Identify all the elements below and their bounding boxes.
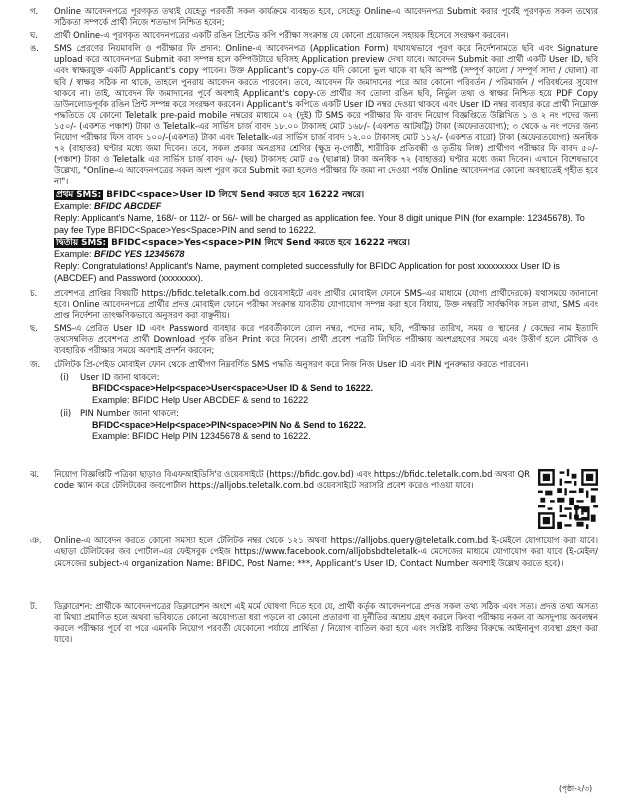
item-number: গ.: [30, 6, 39, 16]
recovery-title: PIN Number জানা থাকলে:: [80, 408, 179, 419]
recovery-number: (ii): [60, 408, 72, 419]
item-number: ঘ.: [30, 30, 38, 41]
item-text: SMS প্রেরণের নিয়মাবলি ও পরীক্ষার ফি প্রদান: Online-এ আবেদনপত্র (Application Form) যথাযথভাবে পূরণ করে নির্দেশনামতে ছবি এবং Signature upload করে আবেদনপত্র Submit করা সম্পন্ন হলে কম্পিউটারে ছবিসহ Application preview দেখা যাবে। আবেদন Submit করা প্রার্থী একটি User ID, ছবি এবং স্বাক্ষরযুক্ত একটি Applicant's copy পাবেন। উক্ত Applicant's copy-তে যদি কোনো ভুল থাকে বা ছবি অস্পষ্ট (সম্পূর্ণ কালো / সম্পূর্ণ সাদা / ঘোলা) বা ছবি / স্বাক্ষর সঠিক না থাকে, তাহলে পুনরায় আবেদন করতে পারবেন। তবে, আবেদন ফি জমাদানের পরে আর কোনো পরিবর্তন / পরিমার্জন / পরিবর্ধনের সুযোগ থাকবে না। তাই, আবেদন ফি জমাদানের পূর্বে অবশ্যই Applicant's copy-তে প্রার্থীর সব তোলা রঙিন ছবি, নির্ভুল তথ্য ও স্বাক্ষর নিশ্চিত হয়ে PDF Copy ডাউনলোডপূর্বক রঙিন প্রিন্ট সম্পন্ন করে সংরক্ষণ করবেন। Applicant's কপিতে একটি User ID নম্বর দেওয়া থাকবে এবং User ID নম্বর ব্যবহার করে প্রার্থী নিম্নোক্ত পদ্ধতিতে যে কোনো Teletalk pre-paid mobile নম্বরের মাধ্যমে ০২ (দুই) টি SMS করে পরীক্ষার ফি বাবদ নিয়োগ বিজ্ঞপ্তিতে উল্লিখিত ১ ও ২ নং পদের জন্য ১৫০/- (একশত পঞ্চাশ) টাকা ও Teletalk-এর সার্ভিস চার্জ বাবদ ১৮.০০ টাকাসহ মোট ১৬৮/- (একশত আটষট্টি) টাকা (অফেরতযোগ্য); ৩ থেকে ৬ নং পদের জন্য নিয়োগ পরীক্ষার ফিস বাবদ ১০০/-(একশত) টাকা এবং Teletalk-এর সার্ভিস চার্জ বাবদ ১২.০০ টাকাসহ মোট ১১২/- (একশত বারো) টাকা (অফেরতযোগ্য) অনধিক ৭২ (বাহাত্তর) ঘণ্টার মধ্যে জমা দিবেন। তবে, সকল প্রকার অনগ্রসর শ্রেণির (ক্ষুদ্র নৃ-গোষ্ঠী, শারীরিক প্রতিবন্ধী ও তৃতীয় লিঙ্গ) প্রার্থীগণ পরীক্ষার ফি বাবদ ৫০/- (পঞ্চাশ) টাকা ও Teletalk এর সার্ভিস চার্জ বাবদ ৬/- (ছয়) টাকাসহ মোট ৫৬ (ছাপ্পান্ন) টাকা অনধিক ৭২ (বাহাত্তর) ঘণ্টার মধ্যে জমা দিবেন। এখানে বিশেষভাবে উল্লেখ্য, "Online-এ আবেদনপত্রের সকল অংশ পূরণ করে Submit করা হলেও পরীক্ষার ফি জমা না দেওয়া পর্যন্ত Online আবেদনপত্র কোনো অবস্থাতেই গৃহীত হবে না"।: [54, 43, 598, 187]
item-number: জ.: [30, 358, 41, 369]
second-sms-example: [54, 249, 598, 261]
item-text: Online-এ আবেদন করতে কোনো সমস্যা হলে টেলিটক নম্বর থেকে ১২১ অথবা https://alljobs.query@teletalk.com.bd ই-মেইলে যোগাযোগ করা যাবে। এছাড়া টেলিটকের জব পোর্টাল-এর ফেইসবুক পেইজ https://www.facebook.com/alljobsbdteletalk-এ মেসেজের মাধ্যমে যোগাযোগ করা যাবে (ই-মেইল/মেসেজের subject-এ organization Name: BFIDC, Post Name: ***, Applicant's User ID, Contact Number অবশ্যই উল্লেখ করতে হবে)।: [54, 535, 598, 568]
first-sms-block: [54, 190, 598, 237]
recovery-example: Example: BFIDC Help User ABCDEF & send to 16222: [92, 394, 309, 405]
item-text: টেলিটক প্রি-পেইড মোবাইল ফোন থেকে প্রার্থীগণ নিম্নবর্ণিত SMS পদ্ধতি অনুসরণ করে নিজ নিজ User ID এবং PIN পুনরুদ্ধার করতে পারবেন।: [54, 358, 529, 369]
first-sms-tag: প্রথম SMS:: [56, 189, 102, 200]
second-sms-format-text: BFIDC<space>Yes<space>PIN লিখে Send করতে হবে 16222 নম্বরে।: [111, 237, 410, 248]
item-ja: [24, 359, 598, 370]
first-sms-format: [54, 190, 598, 202]
item-text: প্রবেশপত্র প্রাপ্তির বিষয়টি https://bfidc.teletalk.com.bd ওয়েবসাইটে এবং প্রার্থীর মোবাইল ফোনে SMS-এর মাধ্যমে (যোগ্য প্রার্থীদেরকে) যথাসময়ে জানানো হবে। Online আবেদনপত্রে প্রার্থীর প্রদত্ত মোবাইল ফোনে পরীক্ষা সংক্রান্ত যাবতীয় যোগাযোগ সম্পন্ন করা হবে বিধায়, উক্ত নম্বরটি সার্বক্ষণিক সচল রাখা, SMS এবং প্রাপ্ত নির্দেশনা তাৎক্ষণিকভাবে অনুসরণ করা বাঞ্ছনীয়।: [54, 287, 598, 321]
item-gha: [24, 30, 598, 41]
example-label: Example:: [54, 201, 92, 212]
item-text: ডিক্লারেশন: প্রার্থীকে আবেদনপত্রের ডিক্লারেশন অংশে এই মর্মে ঘোষণা দিতে হবে যে, প্রার্থী কর্তৃক আবেদনপত্রে প্রদত্ত সকল তথ্য সঠিক এবং সত্য। প্রদত্ত তথ্য অসত্য বা মিথ্যা প্রমাণিত হলে অথবা ভবিষ্যতে কোনো অযোগ্যতা ধরা পড়লে বা কোনো প্রতারণা বা দুর্নীতির আশ্রয় গ্রহণ করলে কিংবা পরীক্ষায় নকল বা অসদুপায় অবলম্বন করলে পরীক্ষার পূর্বে বা পরে এমনকি নিয়োগ পরবর্তী যেকোনো পর্যায়ে প্রার্থিতা / নিয়োগ বাতিল করা হবে এবং সংশ্লিষ্ট ব্যক্তির বিরুদ্ধে আইনানুগ ব্যবস্থা গ্রহণ করা যাবে।: [54, 600, 598, 644]
recovery-command: BFIDC<space>Help<space>User<space>User ID & Send to 16222.: [92, 382, 374, 393]
item-ta: [24, 601, 598, 645]
item-nya: [24, 535, 598, 568]
item-number: ঝ.: [30, 469, 40, 480]
example-value: BFIDC YES 12345678: [94, 249, 185, 260]
example-label: Example:: [54, 249, 92, 260]
item-number: ঙ.: [30, 43, 39, 54]
item-text: Online আবেদনপত্রে পূরণকৃত তথ্যই যেহেতু পরবর্তী সকল কার্যক্রমে ব্যবহৃত হবে, সেহেতু Online-এ আবেদনপত্র Submit করার পূর্বেই পূরণকৃত সকল তথ্যের সঠিকতা সম্পর্কে প্রার্থী নিজে শতভাগ নিশ্চিত হবেন;: [54, 6, 598, 28]
item-chha: [24, 323, 598, 356]
recovery-body: [80, 372, 598, 407]
second-sms-block: [54, 238, 598, 285]
recovery-title: User ID জানা থাকলে:: [80, 371, 160, 382]
item-text: SMS-এ প্রেরিত User ID এবং Password ব্যবহার করে পরবর্তীকালে রোল নম্বর, পদের নাম, ছবি, পরীক্ষার তারিখ, সময় ও স্থানের / কেন্দ্রের নাম ইত্যাদি তথ্যসম্বলিত প্রবেশপত্র প্রার্থী Download পূর্বক রঙিন Print করে নিবেন। প্রার্থী প্রবেশ পত্রটি লিখিত পরীক্ষায় অংশগ্রহণের সময়ে এবং উত্তীর্ণ হলে মৌখিক ও ব্যবহারিক পরীক্ষার সময়ে অবশ্যই প্রদর্শন করবেন;: [54, 323, 598, 356]
second-sms-format: [54, 238, 598, 250]
item-text: নিয়োগ বিজ্ঞপ্তিটি পত্রিকা ছাড়াও বিএফআইডিসি'র ওয়েবসাইটে (https://bfidc.gov.bd) এবং https://bfidc.teletalk.com.bd অথবা QR code স্ক্যান করে টেলিটকের জবপোর্টাল https://alljobs.teletalk.com.bd ওয়েবসাইটে সরাসরি প্রবেশ করেও পাওয়া যাবে।: [54, 469, 530, 491]
recovery-number: (i): [60, 371, 69, 382]
first-sms-example: [54, 201, 598, 213]
item-cha: [24, 288, 598, 321]
example-value: BFIDC ABCDEF: [94, 201, 162, 212]
second-sms-tag: দ্বিতীয় SMS:: [56, 237, 107, 248]
item-number: ট.: [30, 600, 38, 611]
first-sms-format-text: BFIDC<space>User ID লিখে Send করতে হবে 16222 নম্বরে।: [106, 189, 365, 200]
item-ga: [24, 6, 598, 28]
recovery-example: Example: BFIDC Help PIN 12345678 & send to 16222.: [92, 431, 311, 442]
item-number: চ.: [30, 287, 38, 298]
recovery-command: BFIDC<space>Help<space>PIN<space>PIN No & Send to 16222.: [92, 419, 367, 430]
recovery-body: [80, 408, 598, 443]
first-sms-reply: Reply: Applicant's Name, 168/- or 112/- or 56/- will be charged as application fee. Your 8 digit unique PIN (for example: 12345678). To pay fee Type BFIDC<Space>Yes<Space>PIN and send to 16222.: [54, 212, 585, 235]
recovery-user-id: [60, 372, 598, 407]
item-jha: [24, 469, 598, 529]
item-number: ছ.: [30, 323, 38, 334]
qr-code-icon[interactable]: [538, 469, 598, 529]
second-sms-reply: Reply: Congratulations! Applicant's Name, payment completed successfully for BFIDC Application for post xxxxxxxxx User ID is (ABCDEF) and Password (xxxxxxxx).: [54, 261, 560, 284]
item-nga: [24, 43, 598, 187]
item-text: প্রার্থী Online-এ পূরণকৃত আবেদনপত্রের একটি রঙিন প্রিন্টেড কপি পরীক্ষা সংক্রান্ত যে কোনো প্রয়োজনে সহায়ক হিসেবে সংরক্ষণ করবেন।: [54, 30, 509, 41]
spacer: [24, 443, 598, 469]
recovery-pin: [60, 408, 598, 443]
page-number: (পৃষ্ঠা-২/৩): [559, 784, 592, 794]
spacer: [24, 571, 598, 601]
item-number: ঞ.: [30, 535, 42, 546]
